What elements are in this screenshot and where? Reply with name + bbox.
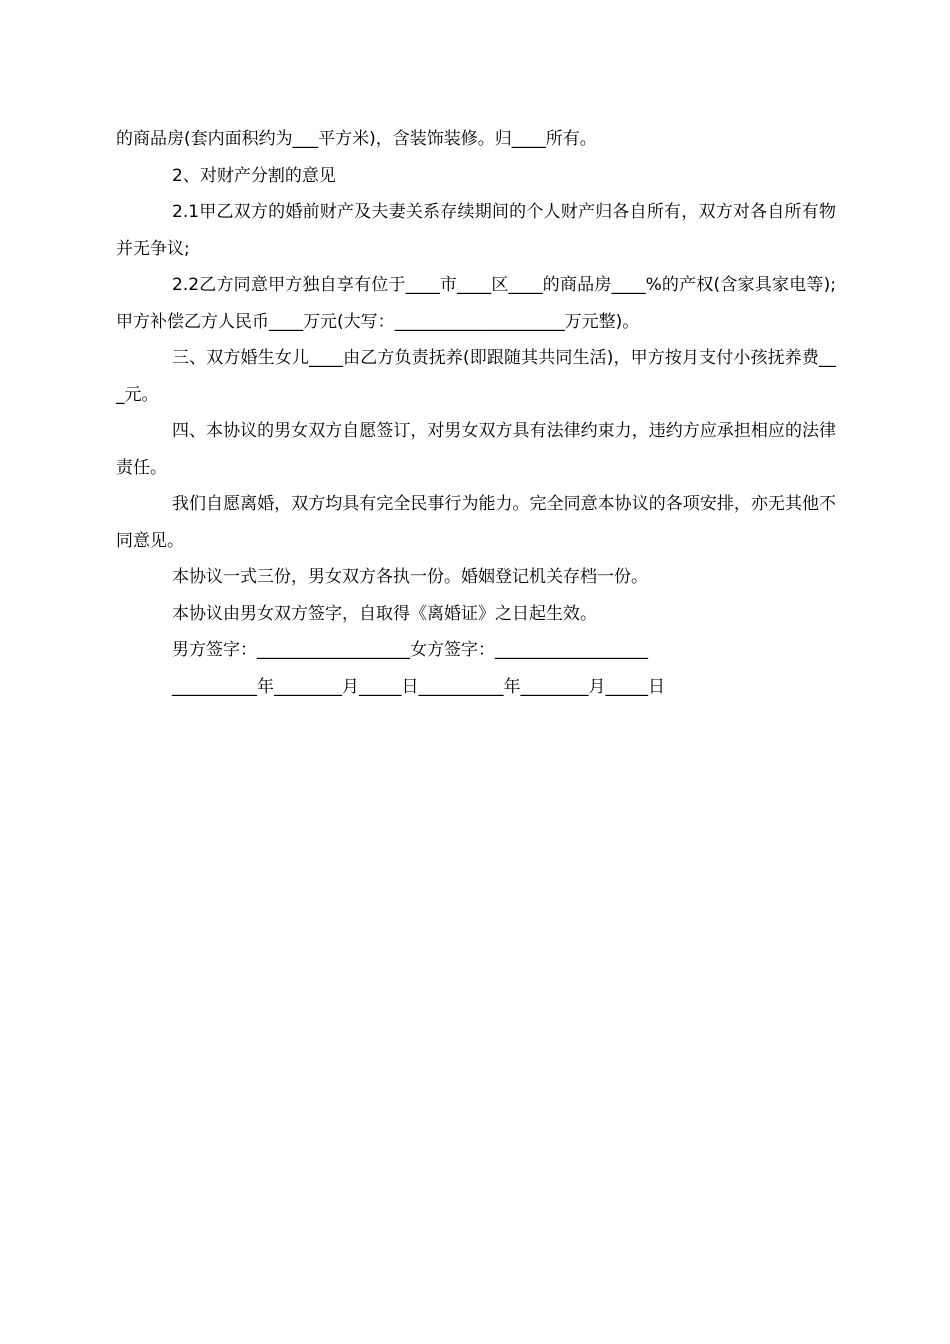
- statement-effective-date: 本协议由男女双方签字，自取得《离婚证》之日起生效。: [172, 603, 597, 624]
- paragraph-property-ownership: 的商品房(套内面积约为___平方米)，含装饰装修。归____所有。: [116, 129, 597, 149]
- document-body: [116, 121, 836, 705]
- heading-property-division: 2、对财产分割的意见: [172, 165, 336, 186]
- clause-2-1: 2.1甲乙双方的婚前财产及夫妻关系存续期间的个人财产归各自所有，双方对各自所有物并无争议;: [116, 202, 836, 259]
- date-line: __________年________月_____日__________年________月_____日: [172, 676, 665, 697]
- signature-line: 男方签字：__________________女方签字：__________________: [172, 640, 648, 660]
- statement-voluntary-divorce: 我们自愿离婚，双方均具有完全民事行为能力。完全同意本协议的各项安排，亦无其他不同意见。: [116, 494, 836, 551]
- clause-2-2: 2.2乙方同意甲方独自享有位于____市____区____的商品房____%的产权(含家具家电等);甲方补偿乙方人民币____万元(大写：____________________万元整)。: [116, 275, 836, 332]
- clause-child-custody: 三、双方婚生女儿____由乙方负责抚养(即跟随其共同生活)，甲方按月支付小孩抚养费___元。: [116, 348, 836, 405]
- statement-copies: 本协议一式三份，男女双方各执一份。婚姻登记机关存档一份。: [172, 567, 648, 587]
- clause-legal-effect: 四、本协议的男女双方自愿签订，对男女双方具有法律约束力，违约方应承担相应的法律责任。: [116, 421, 836, 478]
